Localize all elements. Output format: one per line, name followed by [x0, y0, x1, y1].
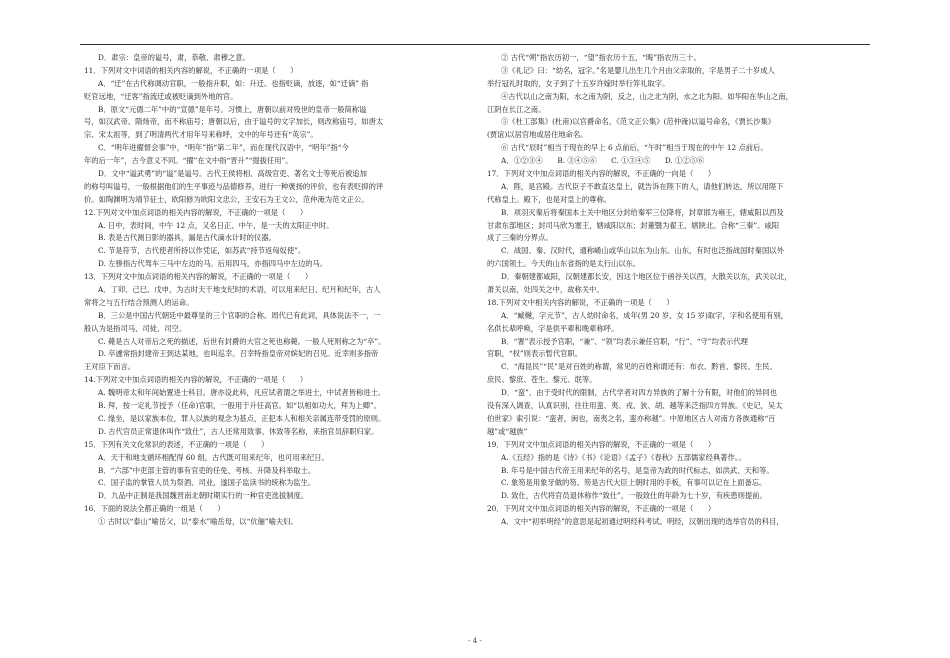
text-line: 官职，“权”则表示暂代官职。 — [487, 349, 583, 359]
text-line: D．文中“谥武勇”的“谥”是谥号。古代王侯将相、高级官吏、著名文士等死后被追加 — [98, 169, 367, 179]
text-line: D. 左骖指古代驾车三马中左边的马。后用四马，亦指四马中左边的马。 — [98, 259, 328, 269]
text-line: 江阴在长江之南。 — [487, 104, 546, 114]
text-line: A．“臧樾，字元节”，古人幼时命名，成年(男 20 岁、女 15 岁)取字，字和名使用有别， — [501, 310, 789, 320]
text-line: C．“明年进擢督会事”中，“明年”指“第二年”，而在现代汉语中，“明年”指“今 — [98, 143, 349, 153]
text-line: 14.下列对文中加点词语的相关内容的解说，不正确的一项是（ ） — [84, 375, 308, 385]
text-line: 宗、宋太祖等，到了明清两代才用年号来称呼，文中的年号还有“英宗”。 — [84, 130, 318, 140]
text-line: 13．下列对文中加点词语的相关内容的解说，不正确的一项是（ ） — [84, 272, 313, 282]
text-line: A．文中“初举明经”的意思是起初通过明经科考试。明经，汉朝出现的选举官员的科目， — [501, 517, 784, 527]
top-rule — [80, 44, 870, 45]
text-line: A．①②③④ B. ③④⑤⑥ C. ①③④⑤ D. ①②⑤⑥ — [501, 156, 705, 166]
text-line: 15．下列有关文化常识的表述，不正确的一项是（ ） — [84, 439, 269, 449]
text-line: 12.下列对文中加点词语的相关内容的解说，不正确的一项是（ ） — [84, 207, 308, 217]
text-line: C. 薨是古人对帝后之死的描述，后世有封爵的大官之死也称薨。一般人死则称之为“卒”。 — [98, 336, 386, 346]
text-line: 名供长辈呼唤，字是供平辈和晚辈称呼。 — [487, 323, 619, 333]
text-line: 常将之与五行结合预测人的运命。 — [84, 297, 194, 307]
text-line: 代称皇上。殿下，也是对皇上的尊称。 — [487, 194, 612, 204]
text-line: 萧关以南，处四关之中，故称关中。 — [487, 285, 604, 295]
text-line: ② 古代“朔”指农历初一，“望”指农历十五，“晦”指农历三十。 — [501, 53, 701, 62]
text-line: 年的后一年”，古今意义不同。“擢”在文中指“晋升”“提拔任用”。 — [84, 156, 293, 166]
text-line: 16．下面的说法全都正确的一组是（ ） — [84, 504, 225, 514]
text-line: B. 表是古代测日影的器具，漏是古代滴水计时的仪器。 — [98, 233, 276, 243]
text-line: B．“署”表示授予官职，“兼”、“领”均表示兼任官职，“行”、“守”均表示代理 — [501, 336, 748, 346]
text-line: 号，如汉武帝、隋炀帝，而不称庙号；唐朝以后，由于谥号的文字加长，则改称庙号，如唐太 — [84, 117, 384, 127]
text-line: 庶民、黎庶、苍生、黎元、氓等。 — [487, 375, 597, 385]
text-line: D. 致仕，古代将官员退休称作“致仕”，一般致仕的年龄为七十岁，有疾患则提前。 — [501, 491, 767, 501]
text-line: C. 缘坐，是以家族本位，罪人以族的观念为基点，正犯本人和相关亲属连带受罚的原则。 — [98, 413, 386, 423]
text-line: 没有深入调查，认真识别，往往用蛮、夷、戎、狄、胡、越等来泛指四方异族。《史记，吴太 — [487, 401, 783, 411]
text-line: A．陛，是宫殿。古代臣子不敢直达皇上，就告诉在陛下的人，请他们转达，所以用陛下 — [501, 181, 784, 191]
text-line: 贬官远地，“迁客”指流迁或被贬谪到外地的官。 — [84, 91, 238, 101]
text-line: 王对臣下而言。 — [84, 362, 136, 372]
text-line: 越”或“越族” — [487, 426, 528, 436]
text-line: A. 魏明帝太和年间始置进士科目。唐亦设此科，凡应试者谓之举进士，中试者皆称进士。 — [98, 388, 386, 398]
text-line: C．战国、秦、汉时代，通称崤山或华山以东为山东。山东，有时也泛指战国时秦国以外 — [501, 246, 784, 256]
text-line: D．肃宗：皇帝的谥号，肃，恭敬、肃穆之意。 — [98, 53, 250, 62]
text-line: 20．下列对文中加点词语的相关内容的解说，不正确的一项是（ ） — [487, 504, 716, 514]
text-line: 价。如陶渊明为靖节征士，欧阳修为欧阳文忠公，王安石为王文公，范仲淹为范文正公。 — [84, 194, 369, 204]
text-line: 甘肃东部地区；封司马欣为塞王，辖咸阳以东；封董翳为翟王，辖陕北。合称“三秦”。咸阳 — [487, 220, 780, 230]
text-line: 成了三秦的分界点。 — [487, 233, 553, 243]
text-line: D．九品中正制是我国魏晋南北朝时期实行的一种官吏选拔制度。 — [98, 491, 309, 501]
text-line: 18.下列对文中相关内容的解说，不正确的一项是（ ） — [487, 297, 674, 307]
right-column — [487, 52, 869, 529]
text-line: D. 古代官员正常退休叫作“致仕”，古人还常用致事、休致等名称，来指官员辞职归家。 — [98, 426, 379, 436]
page-number: - 4 - — [468, 637, 482, 645]
text-line: B. 年号是中国古代帝王用来纪年的名号，是皇帝为政的时代标志，如洪武、天和等。 — [501, 465, 774, 475]
text-line: A．“迁”在古代称调动官职，一般指升职，如：升迁。也指贬谪，放逐，如“迁谪” 指 — [98, 78, 369, 88]
text-line: C. 象笏是用象牙做的笏。笏是古代大臣上朝时用的手板，有事可以记在上面备忘。 — [501, 478, 767, 488]
text-line: B．原文“元德二年”中的“宣德”是年号。习惯上，唐朝以前对殁世的皇帝一般简称谥 — [98, 104, 367, 114]
text-line: B．项羽灭秦后将秦国本土关中地区分封给秦军三位降将，封章邯为雍王，辖咸阳以西及 — [501, 207, 784, 217]
text-line: ① 古时以“泰山”喻岳父，以“泰水”喻岳母，以“伉俪”喻夫妇。 — [98, 517, 298, 527]
text-line: 举行冠礼时取的，女子到了十五岁许嫁时举行笄礼取字。 — [487, 78, 670, 88]
text-line: A．天干和地支循环相配得 60 组，古代既可用来纪年，也可用来纪日。 — [98, 452, 329, 462]
text-line: B. 拜，按一定礼节授予（任命)官职，一般用于升任高官。如“以相如功大，拜为上卿”。 — [98, 401, 381, 411]
text-line: 17．下列对文中加点词语的相关内容的解说，不正确的一向是（ ） — [487, 169, 716, 179]
text-line: 般认为是指司马、司徒、司空。 — [84, 323, 187, 333]
text-line: 11．下列对文中词语的相关内容的解说，不正确的一项是（ ） — [84, 65, 298, 75]
text-line: C．国子监的掌管人员为祭酒、司业，遂国子监读书的统称为监生。 — [98, 478, 316, 488]
text-line: (贾谊)以居官地或居住地命名。 — [487, 130, 588, 140]
text-line: ⑤《杜工部集》(杜甫)以官爵命名，《范文正公集》(范仲淹)以谥号命名，《贾长沙集》 — [501, 117, 776, 127]
text-line: 伯世家》索引说：“蛮者，闽也，南夷之名，蛮亦称越”。中原地区古人对南方各族通称“百 — [487, 413, 776, 423]
text-line: A.《五经》指的是《诗》《书》《论语》《孟子》《春秋》五部儒家经典著作。。 — [501, 452, 746, 462]
text-line: D．秦朝建都咸阳，汉朝建都长安，因这个地区位于函谷关以西，大散关以东，武关以北， — [501, 272, 792, 282]
text-line: B．“六部”中吏部主管的事有官吏的任免、考核、升降及科举取士。 — [98, 465, 316, 475]
text-line: C. 节是符节，古代使者所持以作凭证，如苏武“持节返匈奴使”。 — [98, 246, 306, 256]
text-line: B．三公是中国古代朝廷中最尊显的三个官职的合称。周代已有此词，具体说法不一，一 — [98, 310, 381, 320]
text-line: D. 卒遽常指封建帝王到达某地，也叫巡幸。召幸特指皇帝对嫔妃的召见。近幸则多指帝 — [98, 349, 379, 359]
text-line: A. 日中，表时间，中午 12 点，又名日正、中午，是一天的太阳正中时。 — [98, 220, 334, 230]
text-line: D．“蛮”，由于受时代的限制，古代学者对四方异族的了解十分有限，对他们的异同也 — [501, 388, 777, 398]
left-column — [84, 52, 466, 529]
text-line: C．“海昆民”“民”是对百姓的称谓，常见的百姓称谓还有：布衣、黔首、黎民、生民、 — [501, 362, 777, 372]
text-line: ④古代以山之南为阳，水之南为阴，反之，山之北为阴，水之北为阳。如华阳在华山之南， — [501, 91, 793, 101]
text-line: 的六国领土。今天的山东省指的是太行山以东。 — [487, 259, 641, 269]
text-line: 的称号叫谥号，一般根据他们的生平事迹与品德修养，进行一种褒扬的评价，也有表贬抑的评 — [84, 181, 384, 191]
text-line: 19．下列对文中加点词语的相关内容的解说，不正确的一项是（ ） — [487, 439, 716, 449]
text-line: A．丁卯、己巳、戊申，为古时天干地支纪时的术语，可以用来纪日、纪月和纪年，古人 — [98, 285, 381, 295]
text-line: ⑥ 古代“辰时”相当于现在的早上 6 点前后，“午时”相当于现在的中午 12 点前后。 — [501, 143, 768, 153]
text-line: ③《礼记》曰：“幼名，冠字。”名是婴儿出生几个月由父亲取的，字是男子二十岁成人 — [501, 65, 775, 75]
